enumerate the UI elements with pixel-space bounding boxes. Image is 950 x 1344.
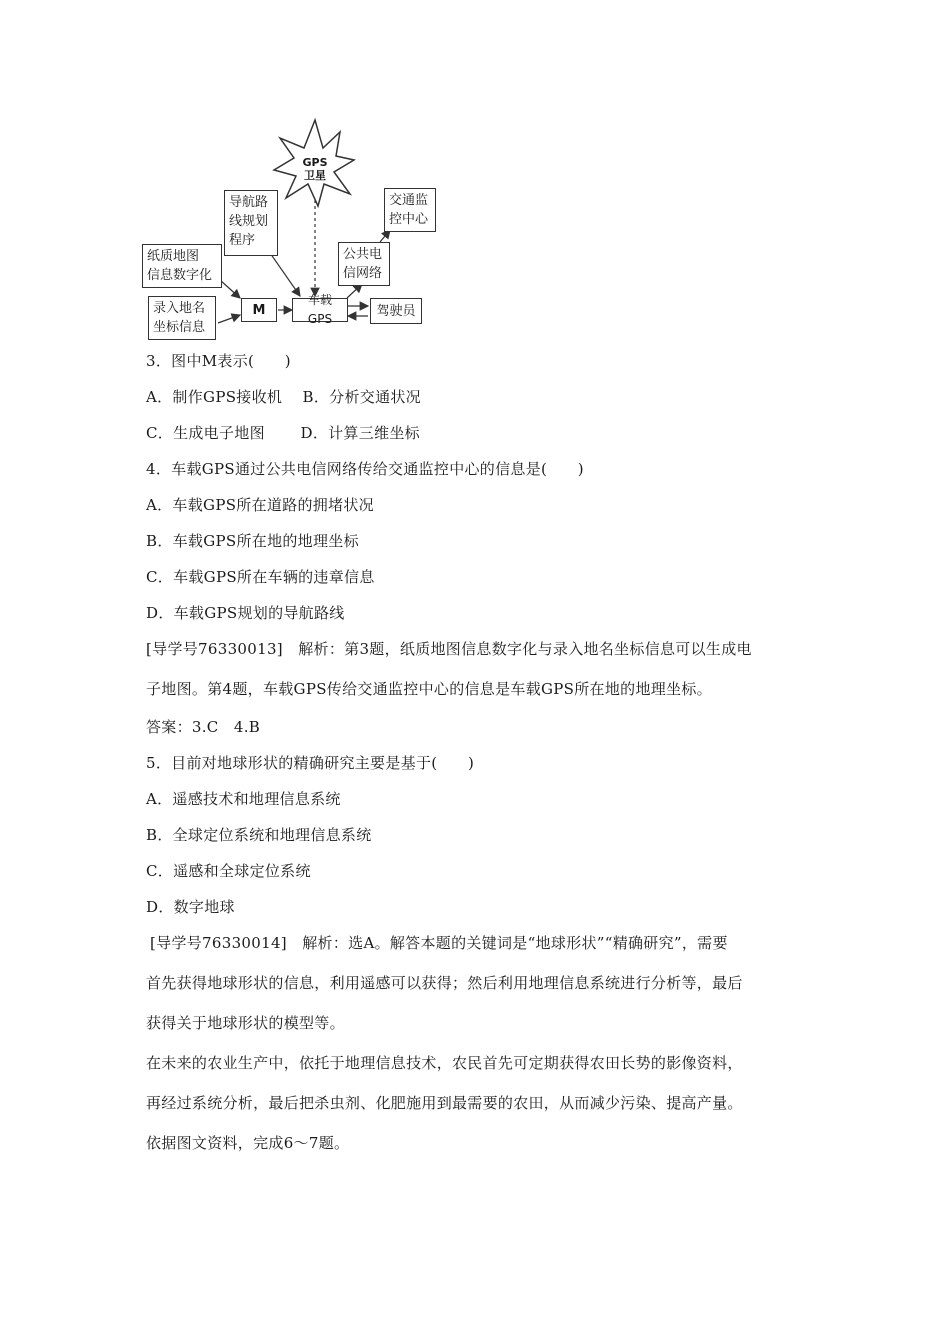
q5-option-c: C．遥感和全球定位系统 xyxy=(146,862,311,880)
q4-option-d: D．车载GPS规划的导航路线 xyxy=(146,604,345,622)
q5-stem: 5．目前对地球形状的精确研究主要是基于( ) xyxy=(146,754,475,772)
q3-options-ab: A．制作GPS接收机 B．分析交通状况 xyxy=(146,388,421,406)
analysis-1-line-1: [导学号76330013] 解析：第3题，纸质地图信息数字化与录入地名坐标信息可以生成电 xyxy=(146,640,752,658)
q5-option-b: B．全球定位系统和地理信息系统 xyxy=(146,826,372,844)
paper-map-box: 纸质地图 信息数字化 xyxy=(142,244,222,288)
passage-line-2: 再经过系统分析，最后把杀虫剂、化肥施用到最需要的农田，从而减少污染、提高产量。 xyxy=(146,1094,743,1112)
paper-to-m-arrow xyxy=(220,280,240,298)
analysis-1-line-2: 子地图。第4题，车载GPS传给交通监控中心的信息是车载GPS所在地的地理坐标。 xyxy=(146,680,712,698)
input-to-m-arrow xyxy=(218,315,240,323)
q4-option-a: A．车载GPS所在道路的拥堵状况 xyxy=(146,496,374,514)
passage-line-1: 在未来的农业生产中，依托于地理信息技术，农民首先可定期获得农田长势的影像资料， xyxy=(146,1054,743,1072)
gps-navigation-diagram xyxy=(140,118,460,338)
gps-to-network-arrow xyxy=(347,284,362,298)
traffic-center-box: 交通监 控中心 xyxy=(384,188,436,232)
analysis-2-line-1: [导学号76330014] 解析：选A。解答本题的关键词是“地球形状”“精确研究”，需要 xyxy=(150,934,728,952)
satellite-label: GPS 卫星 xyxy=(302,156,328,182)
q5-option-a: A．遥感技术和地理信息系统 xyxy=(146,790,341,808)
input-names-box: 录入地名 坐标信息 xyxy=(148,296,216,340)
driver-box: 驾驶员 xyxy=(370,298,422,324)
nav-to-gps-arrow xyxy=(268,250,300,296)
q5-option-d: D．数字地球 xyxy=(146,898,235,916)
passage-line-3: 依据图文资料，完成6～7题。 xyxy=(146,1134,350,1152)
q4-stem: 4．车载GPS通过公共电信网络传给交通监控中心的信息是( ) xyxy=(146,460,584,478)
q3-options-cd: C．生成电子地图 D．计算三维坐标 xyxy=(146,424,420,442)
public-network-box: 公共电 信网络 xyxy=(338,242,390,286)
answer-line: 答案：3.C 4.B xyxy=(146,718,261,736)
nav-program-box: 导航路 线规划 程序 xyxy=(224,190,278,256)
q4-option-c: C．车载GPS所在车辆的违章信息 xyxy=(146,568,375,586)
q3-stem: 3．图中M表示( ) xyxy=(146,352,291,370)
q4-option-b: B．车载GPS所在地的地理坐标 xyxy=(146,532,359,550)
car-gps-box: 车载GPS xyxy=(292,298,348,322)
analysis-2-line-3: 获得关于地球形状的模型等。 xyxy=(146,1014,345,1032)
analysis-2-line-2: 首先获得地球形状的信息，利用遥感可以获得；然后利用地理信息系统进行分析等，最后 xyxy=(146,974,743,992)
m-box: M xyxy=(241,298,277,322)
